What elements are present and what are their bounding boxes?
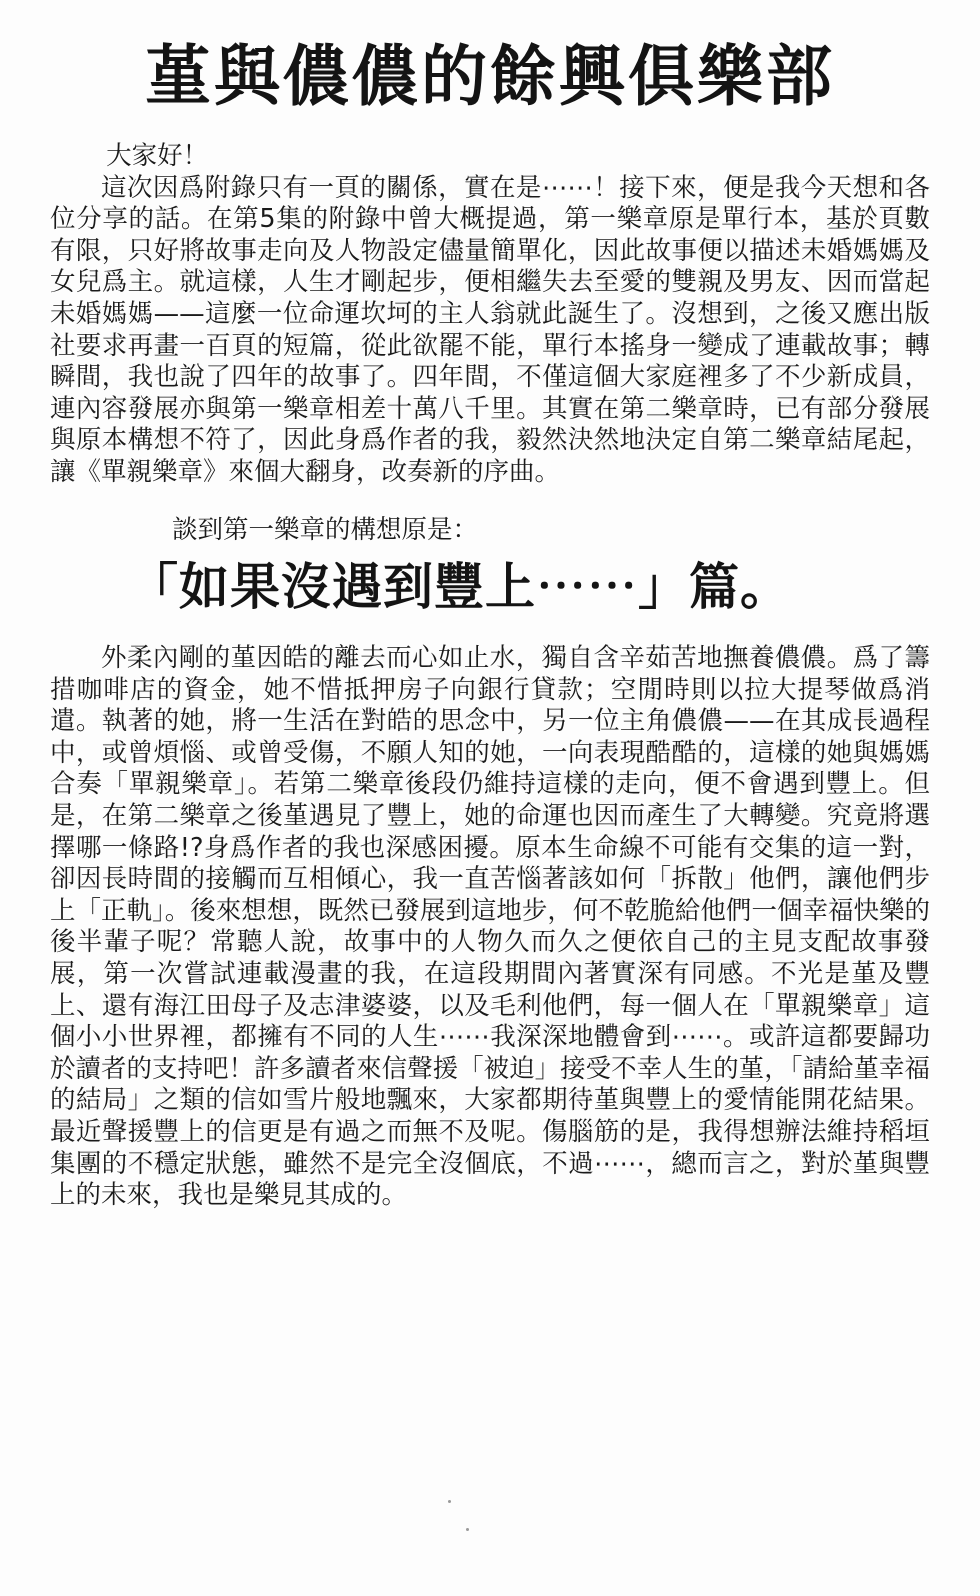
- greeting-text: 大家好！: [106, 141, 209, 171]
- intro-paragraph: 這次因爲附錄只有一頁的關係，實在是⋯⋯！接下來，便是我今天想和各位分享的話。在第5集的附錄中曾大概提過，第一樂章原是單行本，基於頁數有限，只好將故事走向及人物設定儘量簡單化，因此故事便以描述未婚媽媽及女兒爲主。就這樣，人生才剛起步，便相繼失去至愛的雙親及男友、因而當起未婚媽媽——這麼一位命運坎坷的主人翁就此誕生了。沒想到，之後又應出版社要求再畫一百頁的短篇，從此欲罷不能，單行本搖身一變成了連載故事；轉瞬間，我也說了四年的故事了。四年間，不僅這個大家庭裡多了不少新成員，連內容發展亦與第一樂章相差十萬八千里。其實在第二樂章時，已有部分發展與原本構想不符了，因此身爲作者的我，毅然決然地決定自第二樂章結尾起，讓《單親樂章》來個大翻身，改奏新的序曲。: [50, 172, 930, 487]
- scan-speck: [466, 1528, 469, 1531]
- page-title: 堇與儂儂的餘興俱樂部: [145, 37, 835, 115]
- section-heading: 「如果沒遇到豐上⋯⋯」篇。: [128, 557, 791, 616]
- intro-section: [50, 141, 930, 561]
- main-section: [50, 643, 930, 1283]
- main-paragraph: 外柔內剛的堇因皓的離去而心如止水，獨自含辛茹苦地撫養儂儂。爲了籌措咖啡店的資金，她不惜抵押房子向銀行貸款；空閒時則以拉大提琴做爲消遣。執著的她，將一生活在對皓的思念中，另一位主角儂儂——在其成長過程中，或曾煩惱、或曾受傷，不願人知的她，一向表現酷酷的，這樣的她與媽媽合奏「單親樂章」。若第二樂章後段仍維持這樣的走向，便不會遇到豐上。但是，在第二樂章之後堇遇見了豐上，她的命運也因而產生了大轉變。究竟將選擇哪一條路!?身爲作者的我也深感困擾。原本生命線不可能有交集的這一對，卻因長時間的接觸而互相傾心，我一直苦惱著該如何「拆散」他們，讓他們步上「正軌」。後來想想，既然已發展到這地步，何不乾脆給他們一個幸福快樂的後半輩子呢？常聽人說，故事中的人物久而久之便依自己的主見支配故事發展，第一次嘗試連載漫畫的我，在這段期間內著實深有同感。不光是堇及豐上、還有海江田母子及志津婆婆，以及毛利他們，每一個人在「單親樂章」這個小小世界裡，都擁有不同的人生⋯⋯我深深地體會到⋯⋯。或許這都要歸功於讀者的支持吧！許多讀者來信聲援「被迫」接受不幸人生的堇，「請給堇幸福的結局」之類的信如雪片般地飄來，大家都期待堇與豐上的愛情能開花結果。最近聲援豐上的信更是有過之而無不及呢。傷腦筋的是，我得想辦法維持稻垣集團的不穩定狀態，雖然不是完全沒個底，不過⋯⋯，總而言之，對於堇與豐上的未來，我也是樂見其成的。: [50, 643, 930, 1211]
- scan-speck: [448, 1500, 451, 1503]
- lead-in-text: 談到第一樂章的構想原是：: [172, 515, 479, 545]
